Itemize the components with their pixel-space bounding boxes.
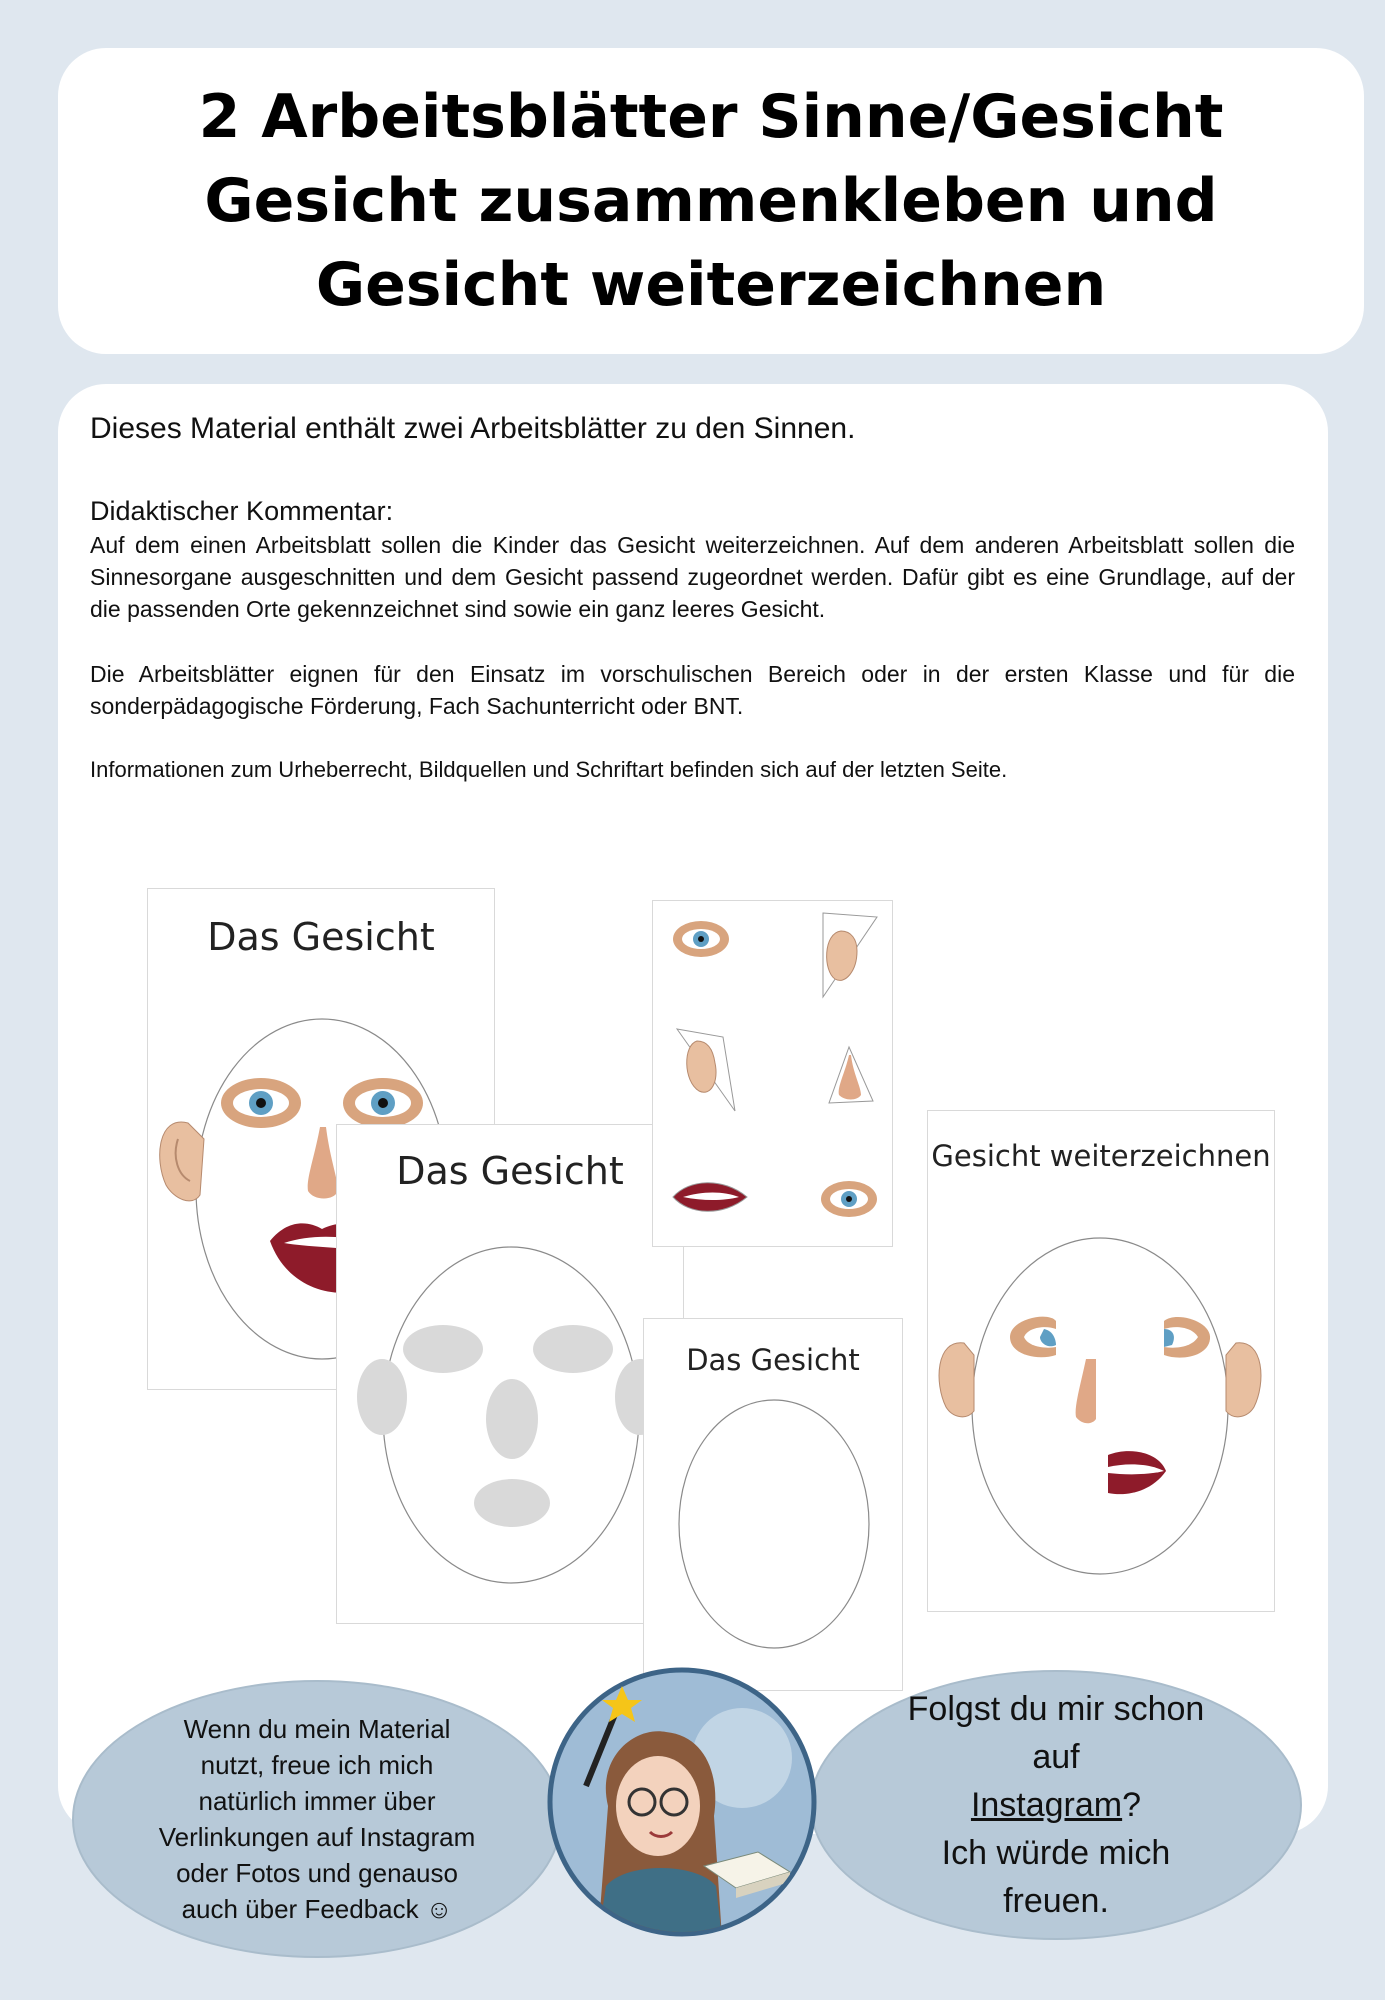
instagram-link[interactable]: Instagram [970, 1786, 1123, 1824]
instagram-text [906, 1685, 1206, 1925]
instagram-closing: Ich würde mich freuen. [941, 1834, 1171, 1920]
worksheet-preview-template [336, 1124, 684, 1624]
eye-icon [221, 1078, 301, 1128]
mouth-icon [673, 1183, 747, 1212]
eye-icon [343, 1078, 423, 1128]
worksheet-title: Gesicht weiterzeichnen [931, 1139, 1271, 1173]
paragraph-1: Auf dem einen Arbeitsblatt sollen die Kinder das Gesicht weiterzeichnen. Auf dem anderen Arbeitsblatt sollen die Sinnesorgane ausgeschnitten und dem Gesicht passend zugeordnet werden. Dafür gibt es eine Grundlage, auf der die passenden Orte gekennzeichnet sind sowie ein ganz leeres Gesicht. [90, 532, 1295, 622]
feedback-bubble [72, 1680, 562, 1958]
ear-icon [1226, 1343, 1261, 1417]
worksheet-preview-cutouts [652, 900, 893, 1247]
title-card [58, 48, 1364, 354]
instagram-bubble [810, 1670, 1302, 1940]
worksheet-title: Das Gesicht [207, 915, 435, 959]
author-avatar [546, 1666, 818, 1938]
title-line-3: Gesicht weiterzeichnen [315, 250, 1107, 320]
cutout-organs [653, 901, 894, 1248]
worksheet-title: Das Gesicht [686, 1343, 860, 1377]
paragraph-2: Die Arbeitsblätter eignen für den Einsatz im vorschulischen Bereich oder in der ersten Klasse und für die sonderpädagogische Förderung, Fach Sachunterricht oder BNT. [90, 661, 1295, 719]
comment-heading: Didaktischer Kommentar: [90, 496, 394, 526]
question-mark: ? [1122, 1786, 1142, 1824]
eye-icon [1010, 1317, 1056, 1358]
ear-icon [677, 1029, 735, 1111]
ear-icon [939, 1343, 974, 1417]
worksheet-preview-half-face [927, 1110, 1275, 1612]
instagram-prompt: Folgst du mir schon auf [907, 1690, 1205, 1776]
feedback-text: Wenn du mein Material nutzt, freue ich mich natürlich immer über Verlinkungen auf Instagram oder Fotos und genauso auch über Feedback ☺ [158, 1714, 476, 1924]
nose-icon [829, 1047, 873, 1103]
ear-icon [823, 913, 877, 997]
eye-icon [821, 1181, 877, 1217]
ear-icon [160, 1122, 204, 1201]
intro-text: Dieses Material enthält zwei Arbeitsblätter zu den Sinnen. [90, 412, 856, 445]
worksheet-title: Das Gesicht [396, 1149, 624, 1193]
nose-icon [1076, 1359, 1096, 1423]
paragraph-3: Informationen zum Urheberrecht, Bildquellen und Schriftart befinden sich auf der letzten Seite. [90, 757, 1008, 782]
empty-face-outline [644, 1319, 904, 1692]
half-face-illustration [928, 1111, 1276, 1613]
eye-icon [1164, 1317, 1210, 1358]
nose-icon [308, 1127, 338, 1199]
mouth-icon [1108, 1451, 1166, 1494]
title-line-1: 2 Arbeitsblätter Sinne/Gesicht [198, 82, 1224, 152]
worksheet-preview-empty [643, 1318, 903, 1691]
title-line-2: Gesicht zusammenkleben und [204, 166, 1218, 236]
face-template-illustration [337, 1125, 685, 1625]
eye-icon [673, 921, 729, 957]
